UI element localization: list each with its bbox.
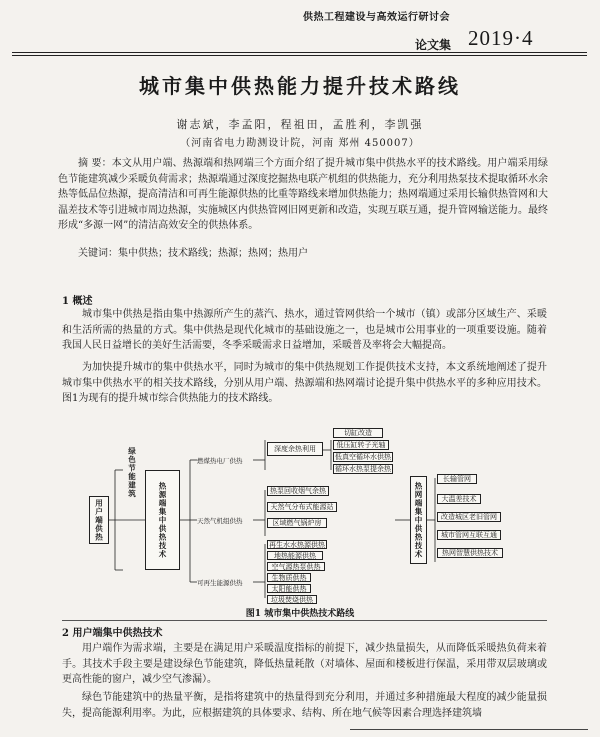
- coal-item: 循环水热泵提余热: [335, 465, 391, 473]
- net-item: 城市管网互联互通: [437, 530, 501, 540]
- section-label: 论文集: [415, 38, 452, 52]
- coal-item: 切缸改造: [333, 428, 383, 438]
- section-heading-1: 1 概述: [62, 296, 93, 307]
- gas-unit-label: 天然气机组供热: [197, 517, 243, 525]
- affiliation: （河南省电力勘测设计院，河南 郑州 450007）: [180, 138, 420, 149]
- coal-item: 低压缸转子光轴: [333, 440, 389, 450]
- header-rule-thin: [12, 55, 587, 56]
- paragraph-user-side: 用户端作为需求端，主要是在满足用户采暖温度指标的前提下，减少热量损失，从而降低采暖热负荷来着手。其技术手段主要是建设绿色节能建筑，降低热量耗散（对墙体、屋面和楼板进行保温，采用带双层玻璃或更高性能的窗户，减少空气渗漏）。: [62, 643, 547, 686]
- coal-group-box: 深度余热利用: [267, 442, 323, 456]
- root-user-heating: 用户端供热: [89, 496, 109, 544]
- green-building-box: 绿色节能建筑: [127, 446, 137, 498]
- renew-item: 再生水水热源供热: [269, 540, 325, 549]
- net-item: 热网智慧供热技术: [437, 548, 503, 558]
- renew-item: 太阳能供热: [267, 584, 311, 593]
- issue-year: 2019·4: [468, 26, 534, 50]
- gas-item: 热泵回收烟气余热: [267, 486, 329, 496]
- section-heading-2: 2 用户端集中供热技术: [62, 628, 163, 639]
- renew-item: 垃圾焚烧供热: [267, 595, 317, 604]
- heat-network-box: 热网端集中供热技术: [410, 476, 427, 564]
- paper-title: 城市集中供热能力提升技术路线: [139, 74, 461, 98]
- paragraph-overview: 城市集中供热是指由集中热源所产生的蒸汽、热水，通过管网供给一个城市（镇）或部分区域生产、采暖和生活所需的热量的方式。集中供热是现代化城市的基础设施之一，也是城市公用事业的一项重要设施。随着我国人民日益增长的美好生活需要，冬季采暖需求日益增加，采暖普及率将会大幅提高。: [62, 309, 547, 352]
- gas-item: 区域燃气锅炉房: [267, 518, 327, 528]
- net-item: 改造城区老旧管网: [437, 512, 501, 522]
- net-item: 长输管网: [437, 474, 477, 484]
- renew-item: 空气源热泵供热: [267, 562, 325, 571]
- paragraph-purpose: 为加快提升城市的集中供热水平，同时为城市的集中供热规划工作提供技术支持，本文系统地阐述了提升城市集中供热水平的相关技术路线，分别从用户端、热源端和热网端讨论提升集中供热水平的多种应用技术。图1为现有的提升城市综合供热能力的技术路线。: [62, 362, 547, 405]
- coal-item: 低真空循环水供热: [335, 453, 391, 461]
- abstract: 摘 要：本文从用户端、热源端和热网端三个方面介绍了提升城市集中供热水平的技术路线。用户端采用绿色节能建筑减少采暖负荷需求；热源端通过深度挖掘热电联产机组的供热能力，充分利用热泵技术提取循环水余热等低品位热源，提高清洁和可再生能源供热的比重等路线来增加供热能力；热网端通过采用长输供热管网和大温差技术等引进城市周边热源，实施城区内供热管网旧网更新和改造，实现互联互通，提升管网输送能力。最终形成“多源一网”的清洁高效安全的供热体系。: [58, 158, 548, 232]
- net-item: 大温差技术: [437, 494, 481, 504]
- keywords: 关键词：集中供热；技术路线；热源；热网；热用户: [78, 248, 308, 259]
- conference-header: 供热工程建设与高效运行研讨会: [303, 12, 450, 23]
- figure-rule: [62, 620, 547, 621]
- gas-item: 天然气分布式能源站: [267, 502, 337, 512]
- renew-item: 地热能源供热: [267, 551, 323, 560]
- figure-caption: 图1 城市集中供热技术路线: [245, 609, 355, 619]
- heat-source-box: 热源端集中供热技术: [145, 470, 180, 570]
- authors: 谢志斌，李孟阳，程祖田，孟胜利，李凯强: [176, 118, 424, 131]
- paragraph-green-building: 绿色节能建筑中的热量平衡，是指将建筑中的热量得到充分利用，并通过多种措施最大程度的减少能量损失，提高能源利用率。为此，应根据建筑的具体要求、结构、所在地气候等因素合理选择建筑墙: [62, 692, 547, 719]
- renewable-label: 可再生能源供热: [197, 579, 243, 587]
- footer-rule: [350, 729, 588, 730]
- header-rule: [12, 52, 587, 53]
- coal-plant-label: 燃煤热电厂供热: [197, 457, 243, 465]
- tech-route-diagram: [85, 429, 515, 604]
- renew-item: 生物质供热: [267, 573, 311, 582]
